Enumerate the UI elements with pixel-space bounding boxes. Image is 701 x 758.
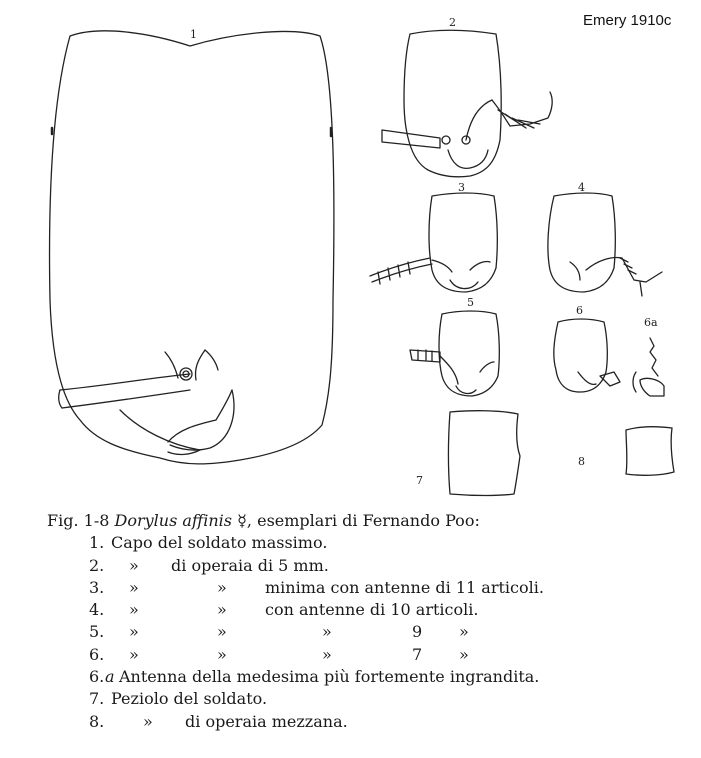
label-1: 1 <box>190 28 197 41</box>
caption-line: 8. » di operaia mezzana. <box>89 711 348 731</box>
caption-prefix: Fig. 1-8 <box>47 511 110 530</box>
label-5: 5 <box>467 296 474 309</box>
caption-line: 3. » » minima con antenne di 11 articoli. <box>89 577 544 597</box>
credit-label: Emery 1910c <box>583 12 672 29</box>
label-4: 4 <box>578 181 585 194</box>
worker-head-3 <box>370 193 497 292</box>
caption-line: 6. » » » 7 » <box>89 644 469 664</box>
label-8: 8 <box>578 455 585 468</box>
label-2: 2 <box>449 16 456 29</box>
figure-caption <box>47 510 697 733</box>
worker-head-6 <box>554 319 620 392</box>
worker-head-2 <box>382 30 552 177</box>
caste-symbol: ☿ <box>237 511 247 530</box>
caption-line: 2. » di operaia di 5 mm. <box>89 555 329 575</box>
caption-line: 7. Peziolo del soldato. <box>89 689 268 709</box>
label-6a: 6a <box>644 316 658 329</box>
label-3: 3 <box>458 181 465 194</box>
species-name: Dorylus affinis <box>114 511 232 530</box>
petiole-7 <box>449 411 521 496</box>
antenna-6a <box>633 338 664 396</box>
worker-head-5 <box>410 311 499 396</box>
label-6: 6 <box>576 304 583 317</box>
caption-line: 6. a Antenna della medesima più fortemente ingrandita. <box>89 667 540 687</box>
soldier-head-drawing <box>50 31 334 464</box>
petiole-8 <box>626 427 674 476</box>
caption-line: 4. » » con antenne di 10 articoli. <box>89 600 479 620</box>
caption-title <box>47 510 697 532</box>
caption-suffix: , esemplari di Fernando Poo: <box>246 511 480 530</box>
label-7: 7 <box>416 474 423 487</box>
caption-line: 5. » » » 9 » <box>89 622 469 642</box>
caption-line: 1. Capo del soldato massimo. <box>89 533 328 553</box>
worker-head-4 <box>548 193 662 296</box>
